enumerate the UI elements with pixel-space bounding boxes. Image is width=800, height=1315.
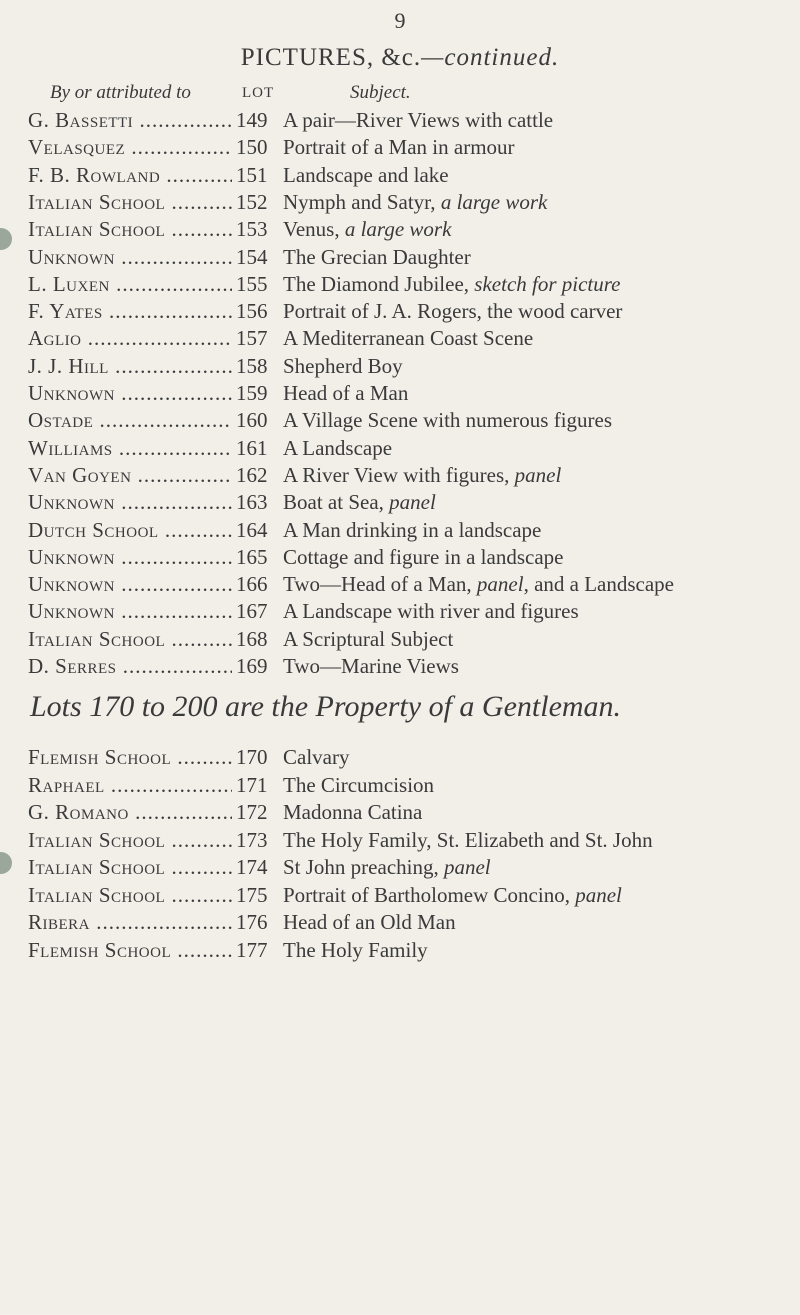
subject-text: Cottage and figure in a landscape xyxy=(283,544,564,569)
lot-number: 160 xyxy=(232,408,266,433)
lot-row xyxy=(0,463,800,493)
lot-number: 149 xyxy=(232,108,266,133)
lot-row xyxy=(0,883,800,913)
column-header-subject: Subject. xyxy=(350,82,411,103)
artist-name: Unknown ..... xyxy=(28,545,253,570)
subject-text: A Man drinking in a landscape xyxy=(283,517,542,542)
subject-text: Landscape and lake xyxy=(283,162,449,187)
subject-text: A River View with figures, panel xyxy=(283,462,562,487)
lot-number: 152 xyxy=(232,190,266,215)
lot-row xyxy=(0,190,800,220)
subject-text: Boat at Sea, panel xyxy=(283,490,436,515)
artist-name: Italian School ..... xyxy=(28,883,253,908)
lot-row xyxy=(0,910,800,940)
subject-descriptor: panel xyxy=(514,462,562,487)
artist-name: Unknown ..... xyxy=(28,599,253,624)
lot-number: 155 xyxy=(232,272,266,297)
subject-text: Nymph and Satyr, a large work xyxy=(283,189,548,214)
artist-name: Italian School ..... xyxy=(28,855,253,880)
lot-number: 158 xyxy=(232,354,266,379)
subject-text: Madonna Catina xyxy=(283,800,423,824)
artist-name: Flemish School ..... xyxy=(28,938,253,963)
subject-text: Portrait of a Man in armour xyxy=(283,135,515,160)
subject-text: A Landscape with river and figures xyxy=(283,599,579,624)
lot-number: 162 xyxy=(232,463,266,488)
lot-row xyxy=(0,436,800,466)
subject-descriptor: panel xyxy=(476,572,524,597)
subject-text: A pair—River Views with cattle xyxy=(283,108,554,132)
lot-number: 168 xyxy=(232,627,266,652)
lot-number: 173 xyxy=(232,828,266,853)
lot-number: 175 xyxy=(232,883,266,908)
lot-row xyxy=(0,745,800,775)
subject-text: The Grecian Daughter xyxy=(283,244,471,269)
page-heading xyxy=(0,44,800,72)
subject-text: Shepherd Boy xyxy=(283,353,403,378)
artist-name: D. Serres ..... xyxy=(28,654,253,679)
artist-name: Unknown ..... xyxy=(28,381,253,406)
lot-number: 165 xyxy=(232,545,266,570)
subject-text: Venus, a large work xyxy=(283,217,452,242)
lot-number: 154 xyxy=(232,245,266,270)
lot-row xyxy=(0,381,800,411)
lot-row xyxy=(0,408,800,438)
lot-row xyxy=(0,245,800,275)
heading-main: PICTURES, &c. xyxy=(240,44,422,71)
artist-name: L. Luxen ..... xyxy=(28,272,253,297)
lot-row xyxy=(0,572,800,602)
artist-name: Italian School ..... xyxy=(28,627,253,652)
lot-row xyxy=(0,326,800,356)
artist-name: Italian School ..... xyxy=(28,828,253,853)
subject-text: Head of a Man xyxy=(283,381,409,405)
lot-number: 171 xyxy=(232,773,266,798)
artist-name: Unknown ..... xyxy=(28,245,253,270)
lot-row xyxy=(0,135,800,165)
lot-row xyxy=(0,545,800,575)
lot-number: 176 xyxy=(232,910,266,935)
artist-name: F. Yates ..... xyxy=(28,299,253,324)
subject-text: Portrait of Bartholomew Concino, panel xyxy=(283,882,622,907)
artist-name: F. B. Rowland ..... xyxy=(28,163,253,188)
lot-row xyxy=(0,490,800,520)
artist-name: Flemish School ..... xyxy=(28,745,253,770)
lot-row xyxy=(0,599,800,629)
lot-row xyxy=(0,938,800,968)
divider-italic: are the Property of a Gentleman. xyxy=(225,690,622,723)
lot-number: 174 xyxy=(232,855,266,880)
subject-descriptor: panel xyxy=(575,882,622,907)
subject-text: A Scriptural Subject xyxy=(283,626,454,651)
artist-name: Ostade ..... xyxy=(28,408,253,433)
lot-number: 170 xyxy=(232,745,266,770)
subject-text: A Mediterranean Coast Scene xyxy=(283,326,534,351)
lot-number: 156 xyxy=(232,299,266,324)
subject-text: Two—Head of a Man, panel, and a Landscape xyxy=(283,572,674,597)
artist-name: Unknown ..... xyxy=(28,490,253,515)
artist-name: Van Goyen ..... xyxy=(28,463,253,488)
lot-row xyxy=(0,855,800,885)
lot-number: 167 xyxy=(232,599,266,624)
lot-row xyxy=(0,354,800,384)
artist-name: Dutch School ..... xyxy=(28,518,253,543)
subject-descriptor: sketch for picture xyxy=(474,271,621,296)
lot-row xyxy=(0,299,800,329)
lot-number: 169 xyxy=(232,654,266,679)
artist-name: Ribera ..... xyxy=(28,910,253,935)
subject-descriptor: a large work xyxy=(344,217,452,242)
lot-number: 172 xyxy=(232,800,266,825)
lot-row xyxy=(0,800,800,830)
lot-number: 150 xyxy=(232,135,266,160)
artist-name: Raphael ..... xyxy=(28,773,253,798)
lot-number: 166 xyxy=(232,572,266,597)
lot-row xyxy=(0,163,800,193)
subject-text: Calvary xyxy=(283,745,350,769)
lot-number: 159 xyxy=(232,381,266,406)
artist-name: J. J. Hill ..... xyxy=(28,354,253,379)
subject-text: The Diamond Jubilee, sketch for picture xyxy=(283,271,621,296)
subject-text: A Landscape xyxy=(283,435,393,460)
artist-name: G. Bassetti ..... xyxy=(28,108,253,133)
artist-name: Italian School ..... xyxy=(28,217,253,242)
artist-name: Williams ..... xyxy=(28,436,253,461)
lot-row xyxy=(0,627,800,657)
subject-text: Two—Marine Views xyxy=(283,654,459,678)
lot-number: 164 xyxy=(232,518,266,543)
subject-text: The Holy Family xyxy=(283,937,428,962)
lot-row xyxy=(0,654,800,684)
lot-row xyxy=(0,108,800,138)
subject-descriptor: a large work xyxy=(440,189,548,214)
lot-number: 163 xyxy=(232,490,266,515)
column-header-lot: LOT xyxy=(242,85,275,101)
lot-number: 151 xyxy=(232,163,266,188)
subject-text: Portrait of J. A. Rogers, the wood carver xyxy=(283,299,623,324)
subject-text: The Circumcision xyxy=(283,772,435,797)
artist-name: Italian School ..... xyxy=(28,190,253,215)
artist-name: Unknown ..... xyxy=(28,572,253,597)
section-divider: Lots 170 to 200 are the Property of a Gentleman. xyxy=(30,690,622,723)
subject-descriptor: panel xyxy=(389,490,436,515)
heading-continued: —continued. xyxy=(421,44,560,71)
lot-row xyxy=(0,217,800,247)
lot-number: 177 xyxy=(232,938,266,963)
artist-name: Velasquez ..... xyxy=(28,135,253,160)
lot-number: 153 xyxy=(232,217,266,242)
subject-descriptor: panel xyxy=(443,855,491,879)
subject-text: A Village Scene with numerous figures xyxy=(283,408,613,433)
subject-text: Head of an Old Man xyxy=(283,910,456,934)
lot-number: 161 xyxy=(232,436,266,461)
column-header-artist: By or attributed to xyxy=(50,82,191,103)
artist-name: G. Romano ..... xyxy=(28,800,253,825)
lot-number: 157 xyxy=(232,326,266,351)
artist-name: Aglio ..... xyxy=(28,326,253,351)
lot-row xyxy=(0,518,800,548)
subject-text: The Holy Family, St. Elizabeth and St. John xyxy=(283,827,653,852)
lot-row xyxy=(0,828,800,858)
lot-row xyxy=(0,773,800,803)
page-number: 9 xyxy=(394,8,406,33)
lot-row xyxy=(0,272,800,302)
subject-text: St John preaching, panel xyxy=(283,855,491,879)
